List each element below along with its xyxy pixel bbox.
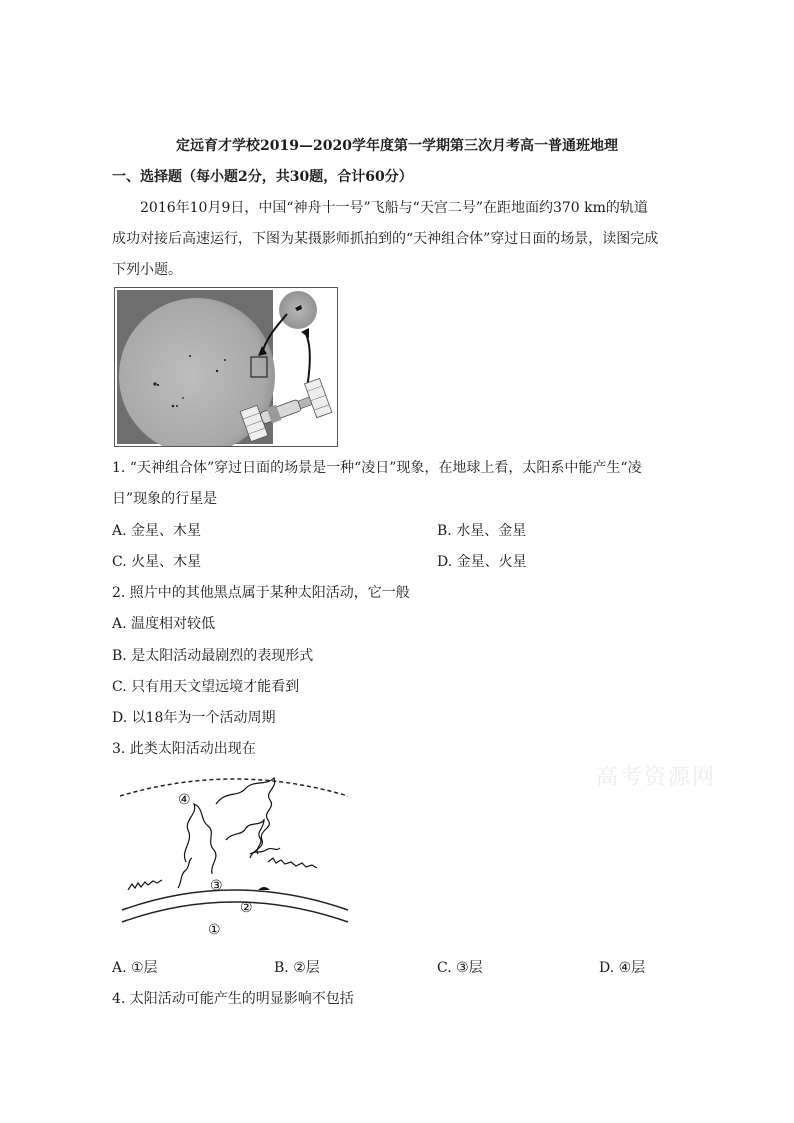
question-2-option-a[interactable]: A. 温度相对较低	[112, 616, 216, 632]
intro-line-1: 2016年10月9日，中国“神舟十一号”飞船与“天宫二号”在距地面约370 km的轨道	[140, 200, 648, 216]
question-3-option-c[interactable]: C. ③层	[437, 960, 483, 976]
solar-atmosphere-figure	[118, 770, 350, 950]
watermark: 高考资源网	[596, 765, 717, 790]
sun-transit-figure	[114, 287, 338, 447]
sun-transit-image	[115, 288, 337, 446]
question-2-option-c[interactable]: C. 只有用天文望远境才能看到	[112, 679, 300, 695]
flare-shape	[128, 778, 317, 890]
photosphere-outer-line	[122, 890, 348, 910]
question-2-option-d[interactable]: D. 以18年为一个活动周期	[112, 710, 276, 726]
question-2-option-b[interactable]: B. 是太阳活动最剧烈的表现形式	[112, 648, 314, 664]
layer-label-1: ①	[208, 922, 221, 938]
photosphere-inner-line	[122, 902, 348, 922]
solar-layers-diagram	[118, 770, 350, 950]
intro-line-3: 下列小题。	[112, 262, 182, 278]
corona-boundary	[120, 779, 348, 796]
question-1-option-c[interactable]: C. 火星、木星	[112, 554, 202, 570]
question-1-option-d[interactable]: D. 金星、火星	[437, 554, 527, 570]
layer-label-2: ②	[240, 900, 253, 916]
section-heading: 一、选择题（每小题2分，共30题，合计60分）	[112, 169, 413, 185]
intro-line-2: 成功对接后高速运行，下图为某摄影师抓拍到的“天神组合体”穿过日面的场景，读图完成	[112, 231, 659, 247]
question-3-option-d[interactable]: D. ④层	[599, 960, 646, 976]
question-1-stem-line-2: 日”现象的行星是	[112, 491, 218, 507]
layer-label-4: ④	[178, 792, 191, 808]
sunspot-mark	[258, 887, 270, 890]
question-1-stem-line-1: 1. “天神组合体”穿过日面的场景是一种“凌日”现象，在地球上看，太阳系中能产生“凌	[112, 460, 642, 476]
question-1-option-b[interactable]: B. 水星、金星	[437, 523, 527, 539]
question-3-option-a[interactable]: A. ①层	[112, 960, 158, 976]
layer-label-3: ③	[210, 878, 223, 894]
page-title: 定远育才学校2019—2020学年度第一学期第三次月考高一普通班地理	[176, 138, 618, 154]
question-4-stem: 4. 太阳活动可能产生的明显影响不包括	[112, 991, 354, 1007]
arrow-to-disk	[305, 332, 310, 388]
question-3-option-b[interactable]: B. ②层	[274, 960, 320, 976]
question-2-stem: 2. 照片中的其他黑点属于某种太阳活动，它一般	[112, 585, 410, 601]
question-3-stem: 3. 此类太阳活动出现在	[112, 741, 256, 757]
question-1-option-a[interactable]: A. 金星、木星	[112, 523, 202, 539]
